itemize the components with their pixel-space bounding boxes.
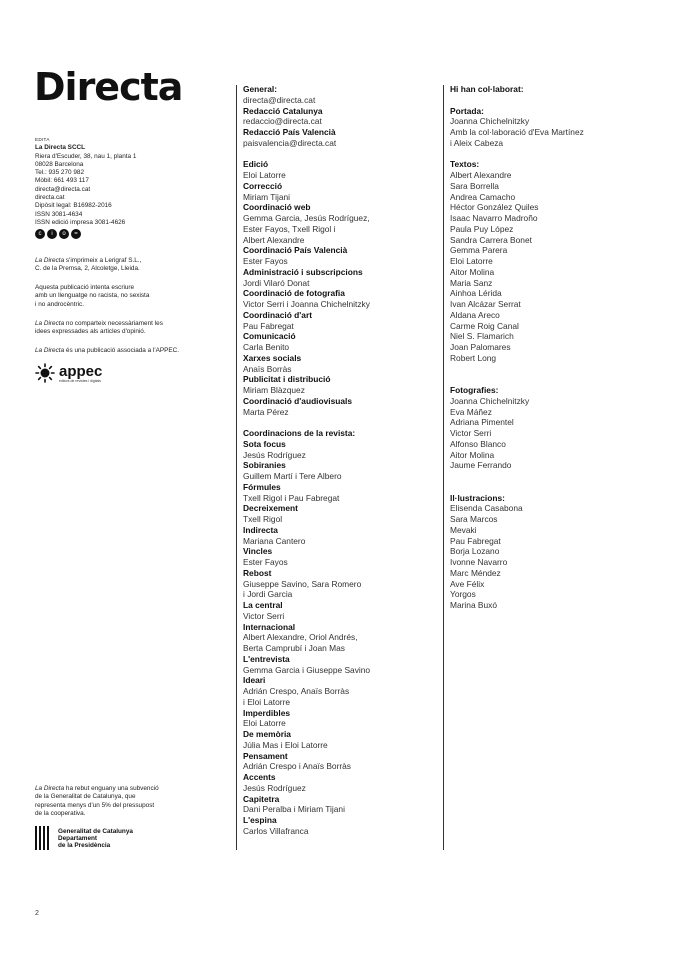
note-text: de la Generalitat de Catalunya, que [35, 793, 136, 801]
credit-name: Gemma Garcia i Giuseppe Savino [243, 664, 371, 675]
spacer [450, 471, 584, 482]
section-heading: Coordinació País Valencià [243, 245, 348, 256]
credit-name: Berta Camprubí i Joan Mas [243, 643, 345, 653]
credit-name: Joanna Chichelnitzky [450, 116, 530, 127]
section-heading: Comunicació [243, 331, 296, 342]
credit-name: Maria Sanz [450, 277, 493, 288]
section-heading: Accents [243, 772, 276, 782]
section-heading: Coordinació web [243, 202, 311, 213]
credit-name: Mariana Cantero [243, 535, 306, 546]
opinion-note [35, 320, 225, 337]
generalitat-bars-icon [35, 826, 53, 850]
credit-name: Eva Máñez [450, 406, 492, 417]
credit-name: Niel S. Flamarich [450, 331, 514, 342]
edita-label: EDITA [35, 137, 50, 142]
gencat-line: Departament [58, 834, 98, 842]
creative-commons-icons [35, 229, 225, 239]
generalitat-logo [35, 826, 133, 850]
credit-name: Txell Rigol [243, 514, 283, 524]
section-heading: Decreixement [243, 503, 298, 514]
publisher-line: ISSN 3081-4634 [35, 210, 83, 218]
credit-name: i Jordi Garcia [243, 589, 293, 600]
appec-name: appec [59, 362, 103, 380]
publisher-name: La Directa SCCL [35, 144, 86, 152]
credit-name: Carme Roig Canal [450, 320, 519, 331]
credit-name: Miriam Tijani [243, 191, 290, 202]
section-heading: Xarxes socials [243, 352, 302, 363]
subsidy-note [35, 785, 225, 818]
section-heading: Vincles [243, 546, 273, 557]
column-divider [443, 85, 444, 850]
credit-name: Júlia Mas i Eloi Latorre [243, 739, 328, 750]
credit-name: Victor Serri [243, 610, 285, 621]
publisher-line: 08028 Barcelona [35, 160, 84, 168]
appec-subtitle: editors de revistes i digitals [59, 378, 102, 383]
spacer [243, 417, 370, 428]
credit-name: Anaïs Borràs [243, 363, 292, 374]
credit-name: Guillem Martí i Tere Albero [243, 471, 342, 481]
appec-logo [35, 363, 102, 383]
credit-name: Eloi Latorre [243, 718, 286, 729]
credit-name: Isaac Navarro Madroño [450, 213, 538, 223]
spacer [450, 149, 584, 160]
note-text: de la cooperativa. [35, 809, 86, 817]
by-icon: i [47, 229, 57, 239]
section-heading: Indirecta [243, 524, 278, 535]
publisher-line: ISSN edició impresa 3081-4626 [35, 218, 126, 226]
credit-name: i Eloi Latorre [243, 696, 291, 707]
spacer [450, 364, 584, 375]
credit-name: Adrián Crespo, Anaïs Borràs [243, 686, 350, 696]
note-text: amb un llenguatge no racista, no sexista [35, 292, 150, 300]
credit-name: Sandra Carrera Bonet [450, 234, 532, 245]
spacer [450, 482, 584, 493]
credit-name: Jesús Rodríguez [243, 449, 306, 460]
column-divider [236, 85, 237, 850]
publisher-line: Tel.: 935 270 982 [35, 169, 85, 177]
sa-icon: o [59, 229, 69, 239]
note-em: La Directa [35, 785, 65, 792]
section-heading: L'espina [243, 815, 277, 825]
section-heading: Internacional [243, 621, 296, 632]
appec-sun-icon [35, 363, 55, 383]
credit-name: Albert Alexandre [450, 170, 512, 180]
section-heading: General: [243, 84, 277, 94]
credit-name: Eloi Latorre [243, 170, 286, 180]
credit-name: Ester Fayos, Txell Rigol i [243, 223, 336, 234]
credit-name: Jordi Vilaró Donat [243, 277, 310, 288]
credit-name: Alfonso Blanco [450, 438, 506, 449]
section-heading: Coordinació de fotografia [243, 288, 345, 299]
credit-name: Ainhoa Lérida [450, 288, 502, 299]
section-heading: Redacció País Valencià [243, 127, 336, 137]
publisher-line: Riera d'Escuder, 38, nau 1, planta 1 [35, 152, 137, 160]
credit-name: Joanna Chichelnitzky [450, 395, 530, 406]
printing-note [35, 257, 225, 274]
credit-name: Eloi Latorre [450, 256, 493, 266]
section-heading: Textos: [450, 159, 480, 170]
credit-name: Jesús Rodríguez [243, 782, 306, 793]
note-em: La Directa [35, 320, 65, 327]
credit-name: Dani Peralba i Miriam Tijani [243, 804, 345, 815]
credit-name: Yorgos [450, 589, 476, 600]
section-heading: Correcció [243, 180, 283, 191]
spacer [450, 374, 584, 385]
note-text: C. de la Premsa, 2, Alcoletge, Lleida. [35, 265, 140, 273]
credit-name: Ester Fayos [243, 256, 288, 266]
section-heading: Coordinació d'art [243, 309, 312, 320]
directa-logo: Directa [34, 65, 183, 109]
note-em: La Directa [35, 257, 65, 264]
page-number: 2 [35, 910, 39, 917]
credit-name: Pau Fabregat [243, 320, 294, 331]
publisher-line: Mòbil: 661 493 117 [35, 177, 89, 185]
credit-name: Pau Fabregat [450, 535, 501, 546]
note-text: representa menys d'un 5% del pressupost [35, 801, 155, 809]
section-heading: Hi han col·laborat: [450, 84, 524, 94]
credit-name: Joan Palomares [450, 342, 511, 352]
credit-name: Gemma Parera [450, 245, 508, 256]
section-heading: Publicitat i distribució [243, 374, 331, 385]
credit-name: Miriam Blàzquez [243, 385, 305, 395]
credit-name: Borja Lozano [450, 546, 500, 557]
credit-name: Ave Félix [450, 578, 485, 589]
note-text: és una publicació associada a l'APPEC. [64, 347, 180, 354]
section-heading: Imperdibles [243, 707, 291, 718]
section-heading: Sobiranies [243, 460, 286, 471]
credit-name: Amb la col·laboració d'Eva Martínez [450, 127, 584, 137]
credit-name: Sara Borrella [450, 180, 499, 191]
section-heading: Capitetra [243, 793, 280, 804]
credit-name: Aitor Molina [450, 449, 495, 460]
section-heading: La central [243, 600, 283, 610]
credit-name: Andrea Camacho [450, 191, 516, 202]
credit-name: Ivonne Navarro [450, 557, 508, 567]
nc-icon: = [71, 229, 81, 239]
publisher-info [35, 136, 225, 239]
section-heading: De memòria [243, 729, 291, 739]
credit-name: Aldana Areco [450, 309, 500, 320]
credit-name: Jaume Ferrando [450, 460, 512, 471]
credit-name: Sara Marcos [450, 514, 498, 524]
gencat-line: Generalitat de Catalunya [58, 827, 133, 835]
credit-name: Gemma Garcia, Jesús Rodríguez, [243, 213, 370, 223]
credit-name: Carlos Villafranca [243, 825, 309, 836]
cc-icon: c [35, 229, 45, 239]
credit-name: Txell Rigol i Pau Fabregat [243, 492, 340, 503]
section-heading: Redacció Catalunya [243, 105, 323, 116]
credit-name: Marina Buxó [450, 600, 498, 610]
section-heading: Coordinacions de la revista: [243, 428, 356, 438]
publisher-line: directa@directa.cat [35, 185, 91, 193]
credit-name: Mevaki [450, 524, 477, 535]
note-text: ha rebut enguany una subvenció [64, 785, 159, 792]
credit-name: Carla Benito [243, 342, 290, 352]
section-heading: Administració i subscripcions [243, 266, 363, 277]
credit-name: redaccio@directa.cat [243, 116, 322, 127]
note-text: i no androcèntric. [35, 300, 85, 308]
credit-name: Ester Fayos [243, 557, 288, 567]
publisher-line: directa.cat [35, 194, 65, 202]
credit-name: Elisenda Casabona [450, 503, 523, 514]
credit-name: Héctor González Quiles [450, 202, 539, 213]
section-heading: Ideari [243, 675, 266, 686]
section-heading: Sota focus [243, 438, 286, 449]
spacer [450, 95, 584, 106]
section-heading: L'entrevista [243, 653, 290, 664]
spacer [243, 149, 370, 160]
credit-name: i Aleix Cabeza [450, 137, 504, 148]
section-heading: Il·lustracions: [450, 492, 505, 503]
credit-name: Victor Serri i Joanna Chichelnitzky [243, 299, 370, 309]
appec-note [35, 347, 225, 355]
credit-name: Albert Alexandre, Oriol Andrés, [243, 632, 358, 643]
gencat-line: de la Presidència [58, 841, 111, 849]
credit-name: Adriana Pimentel [450, 417, 514, 428]
credit-name: Marc Méndez [450, 567, 501, 578]
contributors-column [450, 84, 584, 611]
credit-name: Adrián Crespo i Anaïs Borràs [243, 761, 351, 772]
note-text: no comparteix necessàriament les [64, 320, 163, 327]
section-heading: Rebost [243, 567, 272, 578]
credit-name: Marta Pérez [243, 406, 289, 417]
credit-name: Albert Alexandre [243, 234, 305, 245]
section-heading: Portada: [450, 105, 484, 116]
publisher-line: Dipòsit legal: B16982-2016 [35, 202, 112, 210]
language-note [35, 284, 225, 309]
section-heading: Edició [243, 159, 269, 170]
section-heading: Pensament [243, 750, 288, 761]
note-text: Aquesta publicació intenta escriure [35, 284, 135, 291]
note-text: s'imprimeix a Lerigraf S.L., [64, 257, 142, 264]
section-heading: Coordinació d'audiovisuals [243, 395, 353, 406]
credit-name: paisvalencia@directa.cat [243, 137, 337, 148]
credit-name: Giuseppe Savino, Sara Romero [243, 578, 362, 589]
credit-name: Paula Puy López [450, 223, 514, 234]
section-heading: Fórmules [243, 481, 281, 492]
note-text: idees expressades als articles d'opinió. [35, 328, 146, 336]
credit-name: Victor Serri [450, 428, 492, 438]
staff-column [243, 84, 370, 837]
credit-name: Ivan Alcázar Serrat [450, 299, 521, 309]
note-em: La Directa [35, 347, 65, 354]
credit-name: Robert Long [450, 352, 497, 363]
credit-name: Aitor Molina [450, 266, 495, 277]
section-heading: Fotografies: [450, 385, 499, 395]
credit-name: directa@directa.cat [243, 94, 316, 105]
